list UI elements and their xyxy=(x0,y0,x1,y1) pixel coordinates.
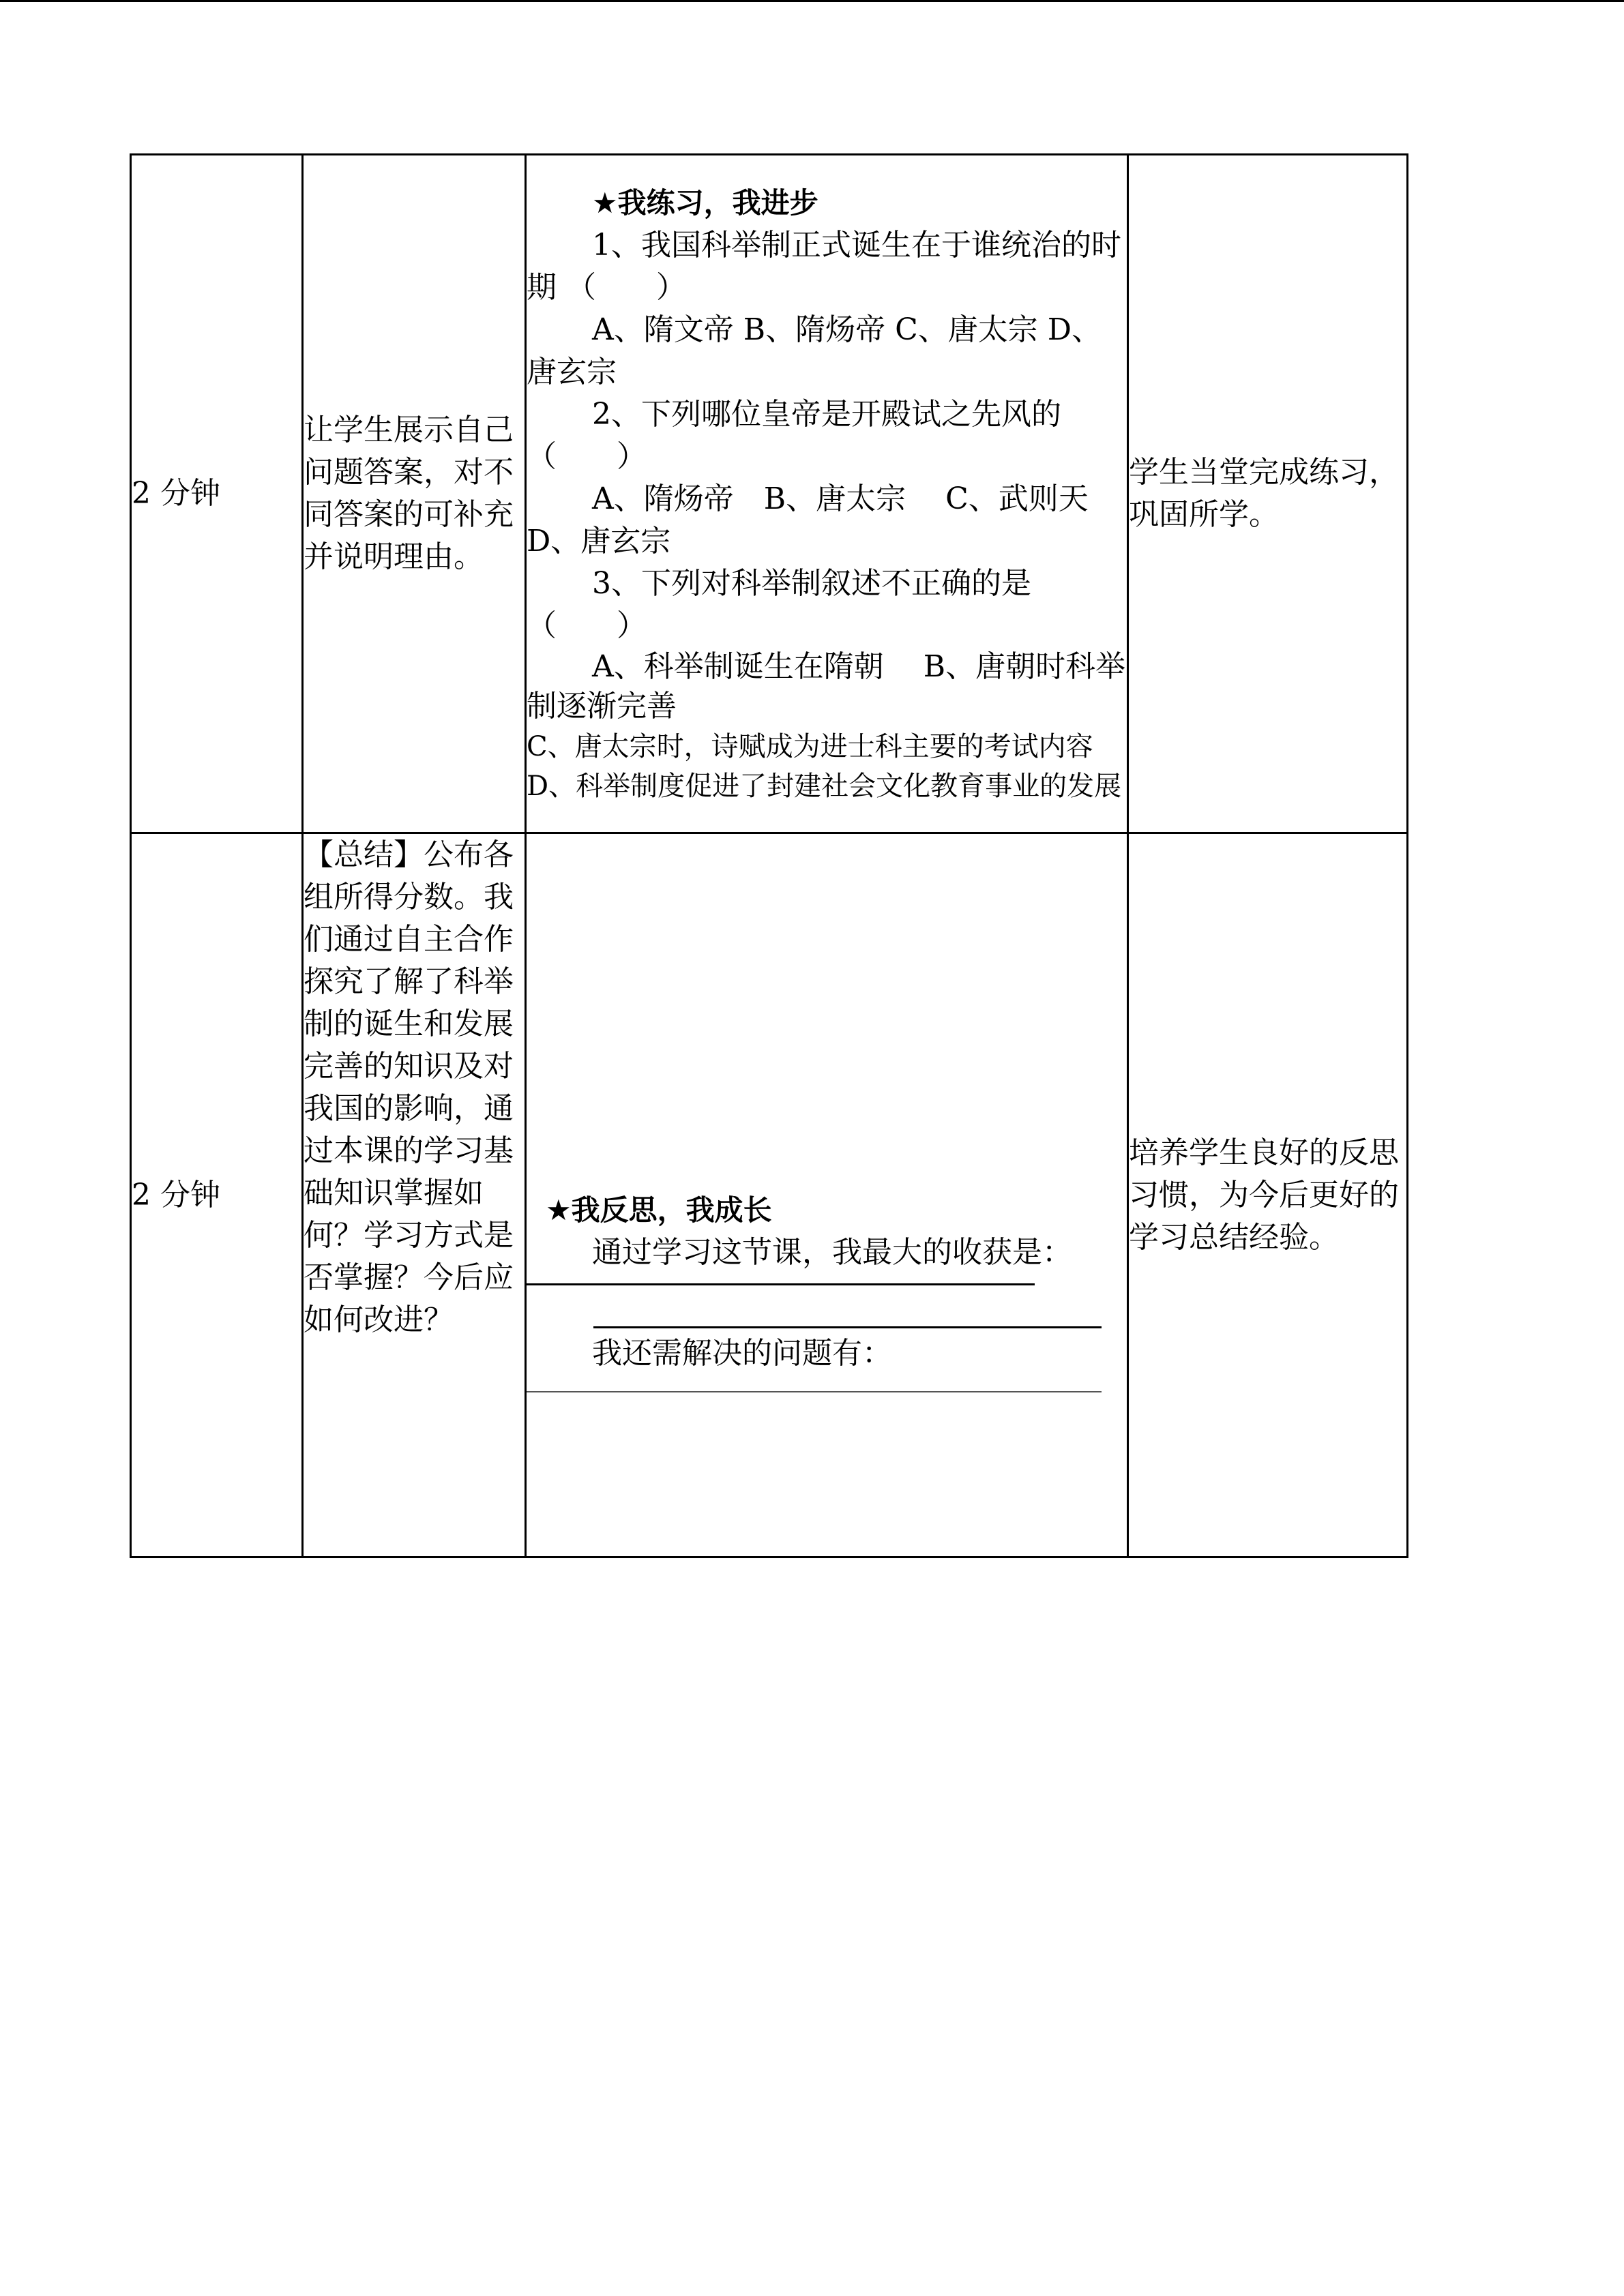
page-top-border xyxy=(0,0,1624,2)
table-row xyxy=(131,155,1408,833)
teacher-activity-cell: 让学生展示自己问题答案，对不同答案的可补充并说明理由。 xyxy=(303,155,526,833)
question-1: 1、我国科举制正式诞生在于谁统治的时期 （ ） xyxy=(527,227,1121,305)
answer-line xyxy=(527,1391,1102,1392)
reflection-heading: ★我反思，我成长 xyxy=(546,1193,772,1227)
question-3-options-a: A、科举制诞生在隋朝 B、唐朝时科举制逐渐完善 xyxy=(527,648,1126,724)
design-intent-cell: 学生当堂完成练习，巩固所学。 xyxy=(1128,155,1408,833)
gain-prompt: 通过学习这节课，我最大的收获是： xyxy=(592,1234,1072,1270)
practice-heading: ★我练习，我进步 xyxy=(592,185,818,220)
design-intent-cell: 培养学生良好的反思习惯，为今后更好的学习总结经验。 xyxy=(1128,833,1408,1557)
time-cell: 2 分钟 xyxy=(131,155,303,833)
teacher-activity-cell: 【总结】公布各组所得分数。我们通过自主合作探究了解了科举制的诞生和发展完善的知识及对我国的影响，通过本课的学习基础知识掌握如何？学习方式是否掌握？今后应如何改进？ xyxy=(303,833,526,1557)
lesson-plan-table xyxy=(130,153,1408,1558)
answer-line xyxy=(527,1283,1035,1285)
question-2: 2、下列哪位皇帝是开殿试之先风的 （ ） xyxy=(527,396,1061,474)
question-prompt: 我还需解决的问题有： xyxy=(592,1335,892,1371)
question-3: 3、下列对科举制叙述不正确的是 （ ） xyxy=(527,565,1031,643)
answer-line xyxy=(593,1326,1102,1328)
question-2-options: A、隋炀帝 B、唐太宗 C、武则天 D、唐玄宗 xyxy=(527,481,1089,558)
student-activity-cell xyxy=(526,833,1128,1557)
time-cell: 2 分钟 xyxy=(131,833,303,1557)
student-activity-cell xyxy=(526,155,1128,833)
table-row xyxy=(131,833,1408,1557)
question-3-options-b: C、唐太宗时，诗赋成为进士科主要的考试内容 D、科举制度促进了封建社会文化教育事业的发展 xyxy=(527,730,1130,802)
question-1-options: A、隋文帝 B、隋炀帝 C、唐太宗 D、唐玄宗 xyxy=(527,312,1102,389)
question-3-options xyxy=(527,647,1130,806)
